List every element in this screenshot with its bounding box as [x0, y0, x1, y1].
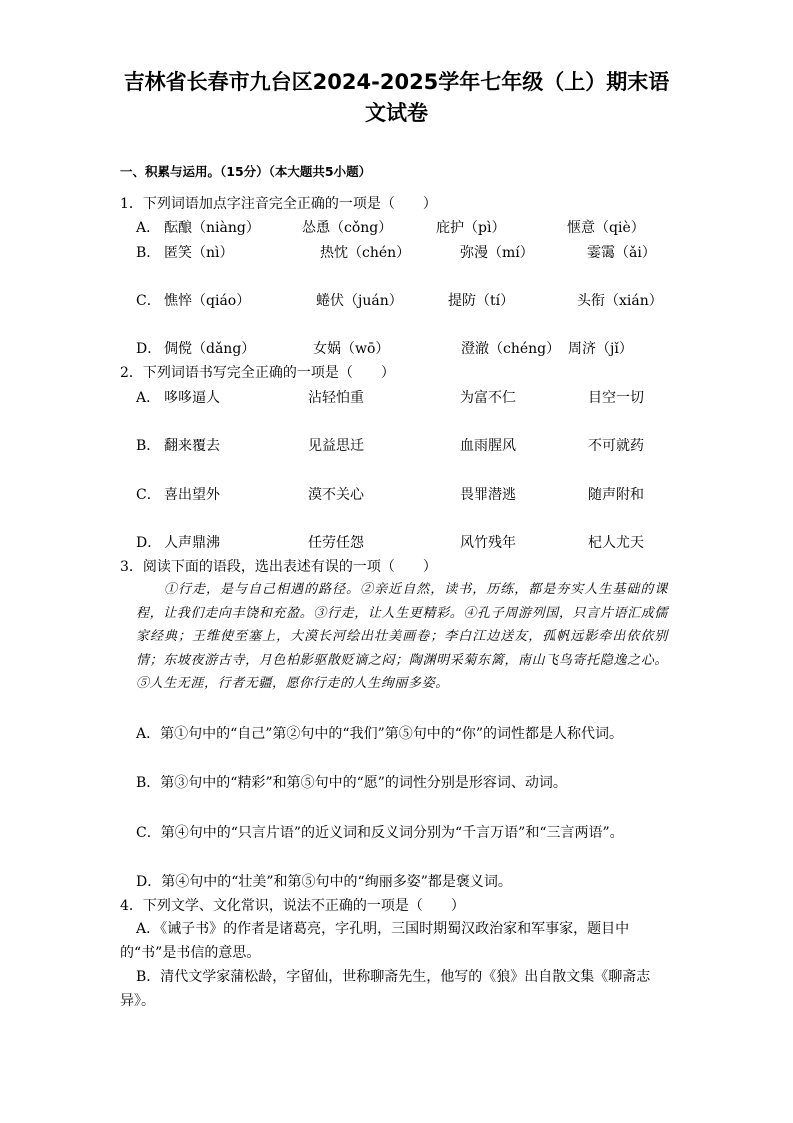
q1-c-item: 头衔（xián） [577, 293, 663, 309]
q1-c-item: 憔悴（qiáo） [164, 293, 251, 309]
q1-a-item: 惬意（qiè） [567, 220, 645, 236]
q4-option-a: A．《诫子书》的作者是诸葛亮，字孔明，三国时期蜀汉政治家和军事家，题目中的“书”是书信的意思。 [120, 921, 630, 961]
q2-option-d-label: D． [136, 535, 162, 551]
question-4-stem: 4．下列文学、文化常识，说法不正确的一项是（ ） [120, 898, 465, 914]
q1-c-item: 提防（tí） [448, 293, 515, 309]
q1-d-item: 周济（jǐ） [568, 341, 633, 357]
q2-d-item: 人声鼎沸 [164, 535, 220, 551]
question-1-stem: 1．下列词语加点字注音完全正确的一项是（ ） [120, 196, 437, 212]
q2-b-item: 不可就药 [588, 438, 644, 454]
q1-d-item: 女娲（wō） [313, 341, 390, 357]
q1-b-item: 匿笑（nì） [164, 245, 234, 261]
section-heading: 一、积累与运用。（15分）（本大题共5小题） [120, 164, 372, 179]
q2-d-item: 风竹残年 [460, 535, 516, 551]
q2-option-a-label: A． [136, 390, 161, 406]
page-title-line2: 文试卷 [365, 101, 428, 125]
q3-option-b: B．第③句中的“精彩”和第⑤句中的“愿”的词性分别是形容词、动词。 [136, 775, 567, 791]
q1-b-item: 热忱（chén） [320, 245, 411, 261]
q1-d-item: 澄澈（chéng） [461, 341, 561, 357]
q1-d-item: 倜傥（dǎng） [164, 341, 256, 357]
question-2-stem: 2．下列词语书写完全正确的一项是（ ） [120, 365, 395, 381]
q2-b-item: 翻来覆去 [164, 438, 220, 454]
q1-a-item: 酝酿（niàng） [164, 220, 260, 236]
q2-a-item: 目空一切 [588, 390, 644, 406]
q2-c-item: 畏罪潜逃 [460, 487, 516, 503]
q1-a-item: 庇护（pì） [436, 220, 506, 236]
q3-passage: ①行走，是与自己相遇的路径。②亲近自然，读书，历练，都是夯实人生基础的课程，让我们走向丰饶和充盈。③行走，让人生更精彩。④孔子周游列国，只言片语汇成儒家经典；王维使至塞上，大漠长河绘出壮美画卷；李白江边送友，孤帆远影牵出依依别情；东坡夜游古寺，月色柏影驱散贬谪之闷；陶渊明采菊东篱，南山飞鸟寄托隐逸之心。⑤人生无涯，行者无疆，愿你行走的人生绚丽多姿。 [136, 582, 668, 691]
q2-a-item: 沾轻怕重 [308, 390, 364, 406]
q2-b-item: 血雨腥风 [460, 438, 516, 454]
page-title-line1: 吉林省长春市九台区2024-2025学年七年级（上）期末语 [123, 70, 670, 94]
q2-a-item: 为富不仁 [460, 390, 516, 406]
q4-option-b: B．清代文学家蒲松龄，字留仙，世称聊斋先生，他写的《狼》出自散文集《聊斋志异》。 [120, 969, 651, 1009]
q3-option-c: C．第④句中的“只言片语”的近义词和反义词分别为“千言万语”和“三言两语”。 [136, 825, 624, 841]
q1-option-a-label: A． [136, 220, 161, 236]
q1-option-c-label: C． [136, 293, 161, 309]
q2-c-item: 喜出望外 [164, 487, 220, 503]
q2-option-b-label: B． [136, 438, 161, 454]
q2-a-item: 哆哆逼人 [164, 390, 220, 406]
q1-b-item: 弥漫（mí） [460, 245, 534, 261]
q2-c-item: 漠不关心 [308, 487, 364, 503]
q3-option-a: A．第①句中的“自己”第②句中的“我们”第⑤句中的“你”的词性都是人称代词。 [136, 726, 624, 742]
q2-d-item: 任劳任怨 [308, 535, 364, 551]
q2-d-item: 杞人尤天 [588, 535, 644, 551]
q2-c-item: 随声附和 [588, 487, 644, 503]
q1-c-item: 蜷伏（juán） [316, 293, 403, 309]
q2-b-item: 见益思迁 [308, 438, 364, 454]
question-3-stem: 3．阅读下面的语段，选出表述有误的一项（ ） [120, 559, 437, 575]
q1-option-d-label: D． [136, 341, 162, 357]
q3-option-d: D．第④句中的“壮美”和第⑤句中的“绚丽多姿”都是褒义词。 [136, 874, 512, 890]
q1-a-item: 怂恿（cǒng） [302, 220, 393, 236]
q1-option-b-label: B． [136, 245, 161, 261]
q1-b-item: 霎霭（ǎi） [587, 245, 656, 261]
q2-option-c-label: C． [136, 487, 161, 503]
